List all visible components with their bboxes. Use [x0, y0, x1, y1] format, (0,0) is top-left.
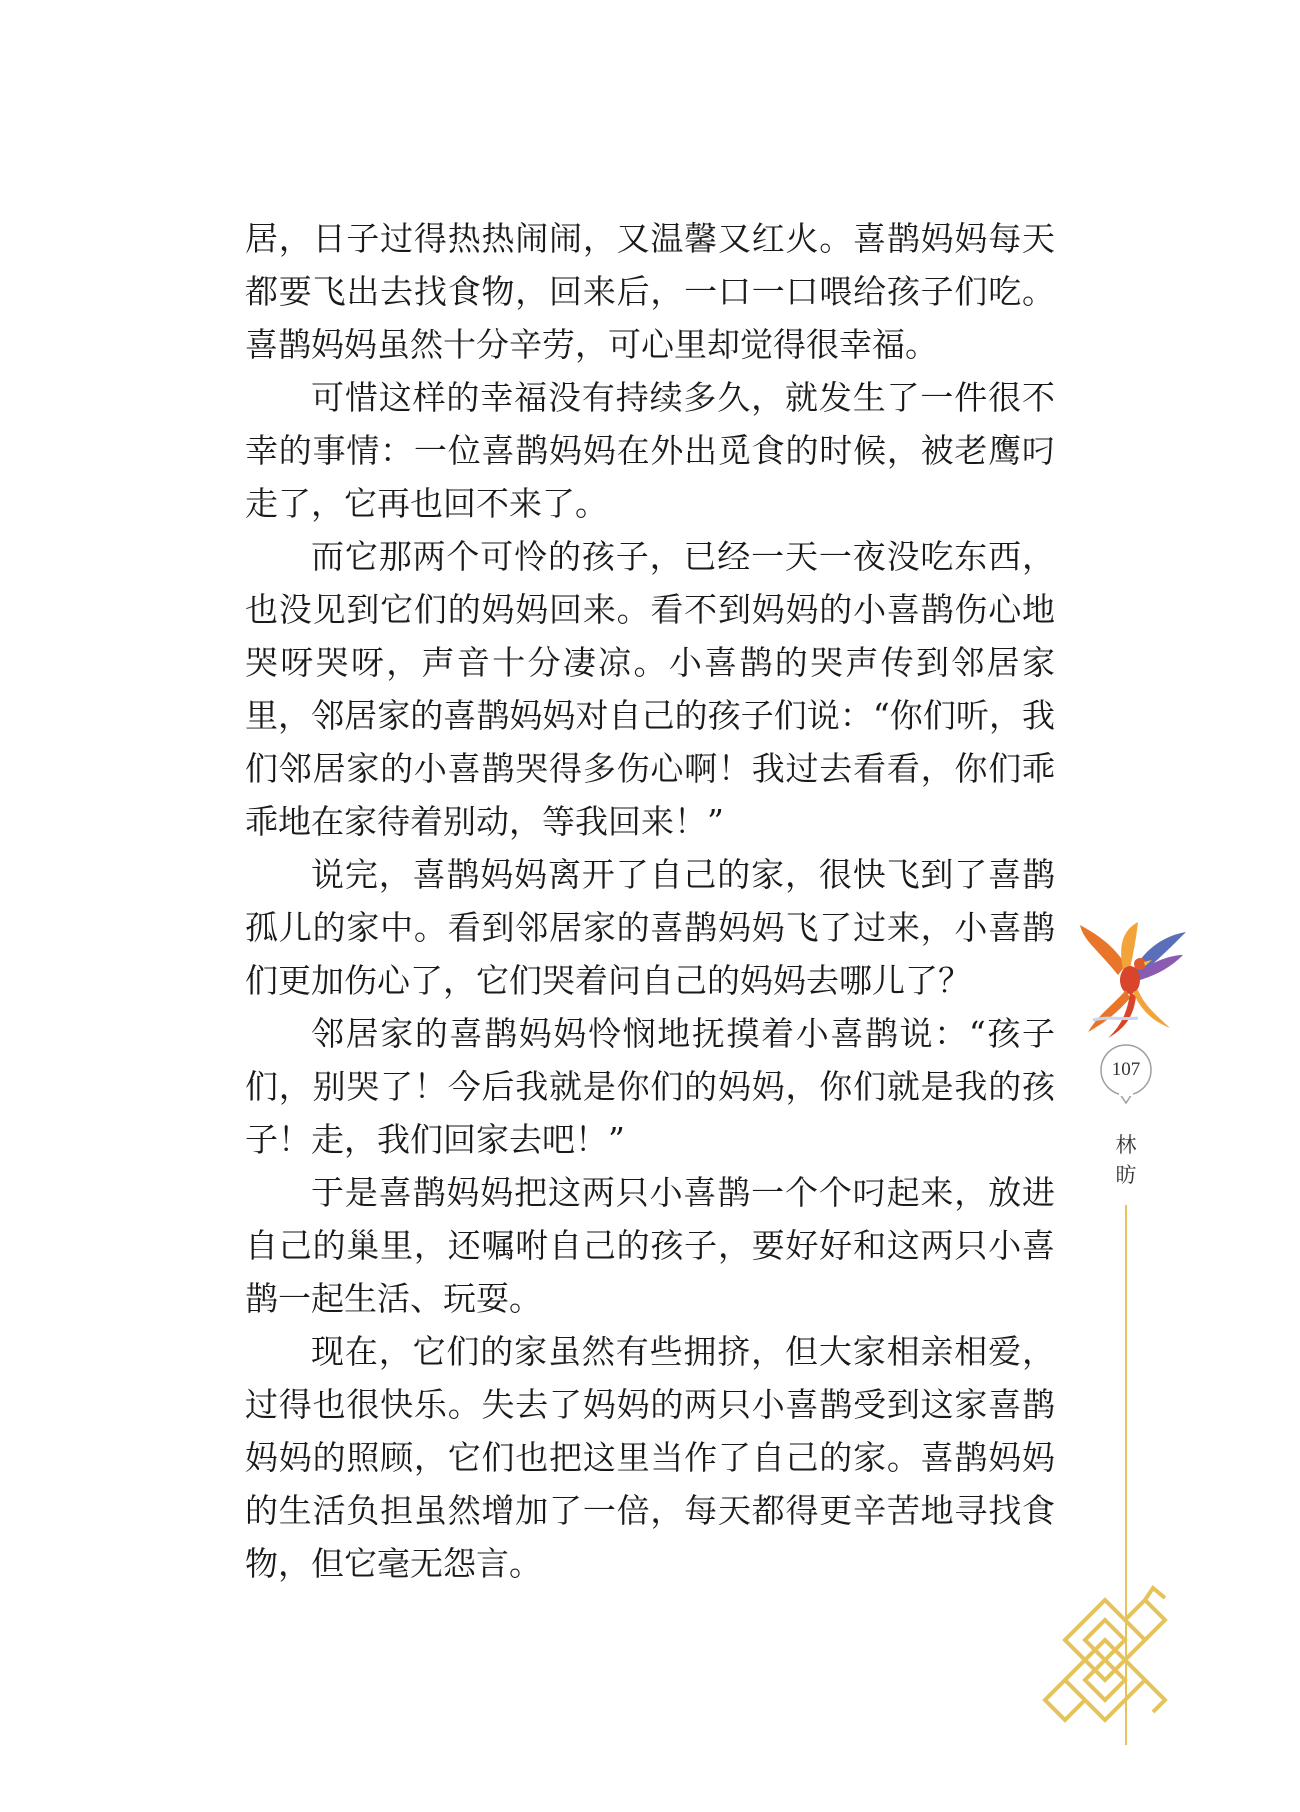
- author-name: [1104, 1130, 1148, 1190]
- paragraph: 说完，喜鹊妈妈离开了自己的家，很快飞到了喜鹊孤儿的家中。看到邻居家的喜鹊妈妈飞了过来，小喜鹊们更加伤心了，它们哭着问自己的妈妈去哪儿了？: [245, 855, 1055, 1000]
- paragraph: 而它那两个可怜的孩子，已经一天一夜没吃东西，也没见到它们的妈妈回来。看不到妈妈的小喜鹊伤心地哭呀哭呀，声音十分凄凉。小喜鹊的哭声传到邻居家里，邻居家的喜鹊妈妈对自己的孩子们说：“你们听，我们邻居家的小喜鹊哭得多伤心啊！我过去看看，你们乖乖地在家待着别动，等我回来！”: [245, 537, 1055, 841]
- story-text: [245, 212, 1055, 1590]
- paragraph: 可惜这样的幸福没有持续多久，就发生了一件很不幸的事情：一位喜鹊妈妈在外出觅食的时候，被老鹰叼走了，它再也回不来了。: [245, 378, 1055, 523]
- paragraph: 居，日子过得热热闹闹，又温馨又红火。喜鹊妈妈每天都要飞出去找食物，回来后，一口一口喂给孩子们吃。喜鹊妈妈虽然十分辛劳，可心里却觉得很幸福。: [245, 219, 1055, 364]
- phoenix-icon: [1078, 920, 1188, 1040]
- paragraph: 现在，它们的家虽然有些拥挤，但大家相亲相爱，过得也很快乐。失去了妈妈的两只小喜鹊受到这家喜鹊妈妈的照顾，它们也把这里当作了自己的家。喜鹊妈妈的生活负担虽然增加了一倍，每天都得更辛苦地寻找食物，但它毫无怨言。: [245, 1332, 1055, 1583]
- endless-knot-icon: [1035, 1570, 1175, 1750]
- paragraph: 邻居家的喜鹊妈妈怜悯地抚摸着小喜鹊说：“孩子们，别哭了！今后我就是你们的妈妈，你们就是我的孩子！走，我们回家去吧！”: [245, 1014, 1055, 1159]
- page-number: 107: [1111, 1059, 1141, 1080]
- author-char: 林: [1115, 1133, 1137, 1157]
- author-char: 昉: [1115, 1163, 1137, 1187]
- paragraph: 于是喜鹊妈妈把这两只小喜鹊一个个叼起来，放进自己的巢里，还嘱咐自己的孩子，要好好和这两只小喜鹊一起生活、玩耍。: [245, 1173, 1055, 1318]
